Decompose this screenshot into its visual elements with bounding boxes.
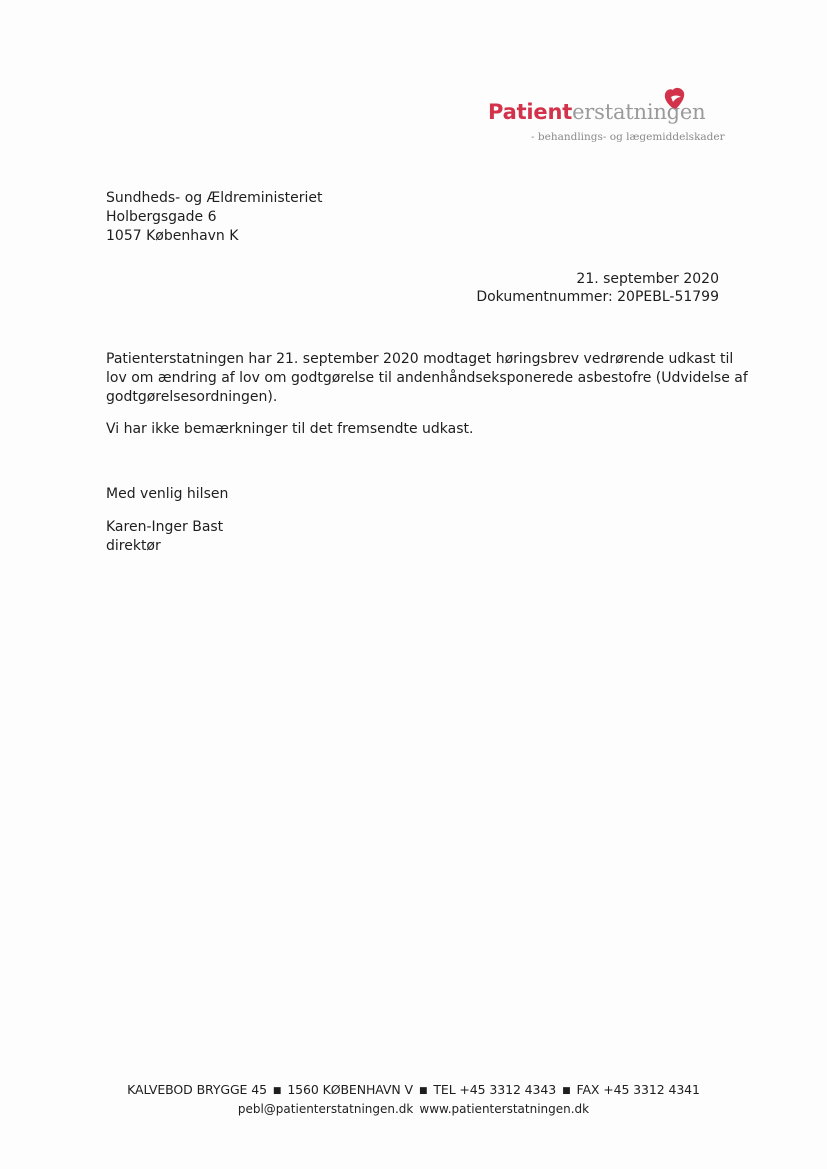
footer-postal: 1560 KØBENHAVN V: [287, 1082, 413, 1097]
letter-footer: [0, 1081, 827, 1118]
footer-fax: FAX +45 3312 4341: [576, 1082, 700, 1097]
body-paragraph-1: [106, 350, 748, 407]
document-number: Dokumentnummer: 20PEBL-51799: [476, 289, 719, 305]
footer-web-line: [0, 1100, 827, 1118]
footer-separator-icon: ■: [272, 1085, 282, 1096]
recipient-street: Holbergsgade 6: [106, 209, 217, 225]
letterhead-logo: [488, 86, 725, 146]
recipient-address: [106, 189, 323, 246]
footer-email-link[interactable]: pebl@patienterstatningen.dk: [237, 1101, 414, 1116]
footer-separator-icon: ■: [418, 1085, 428, 1096]
closing-salutation: Med venlig hilsen: [106, 486, 229, 502]
footer-tel: TEL +45 3312 4343: [433, 1082, 557, 1097]
letter-body: [106, 350, 748, 452]
letter-meta: [476, 270, 719, 306]
body-paragraph-1-line-3: godtgørelsesordningen).: [106, 389, 278, 405]
signer-name: Karen-Inger Bast: [106, 519, 224, 535]
signature-block: [106, 518, 223, 556]
signer-title: direktør: [106, 538, 161, 554]
footer-address: KALVEBOD BRYGGE 45: [127, 1082, 267, 1097]
footer-website-link[interactable]: www.patienterstatningen.dk: [419, 1101, 590, 1116]
recipient-name: Sundheds- og Ældreministeriet: [106, 190, 323, 206]
body-paragraph-2: Vi har ikke bemærkninger til det fremsendte udkast.: [106, 421, 474, 437]
logo-brand-grey: erstatningen: [572, 100, 706, 124]
logo-wordmark: [488, 102, 705, 123]
body-paragraph-1-line-2: lov om ændring af lov om godtgørelse til andenhåndseksponerede asbestofre (Udvidelse af: [106, 370, 748, 386]
footer-contact-line: [0, 1081, 827, 1100]
logo-brand-red: Patient: [488, 100, 573, 124]
footer-separator-icon: ■: [562, 1085, 571, 1096]
recipient-city: 1057 København K: [106, 228, 239, 244]
letter-date: 21. september 2020: [576, 271, 719, 287]
body-paragraph-1-line-1: Patienterstatningen har 21. september 2020 modtaget høringsbrev vedrørende udkast til: [106, 351, 734, 367]
logo-tagline: - behandlings- og lægemiddelskader: [531, 131, 725, 143]
